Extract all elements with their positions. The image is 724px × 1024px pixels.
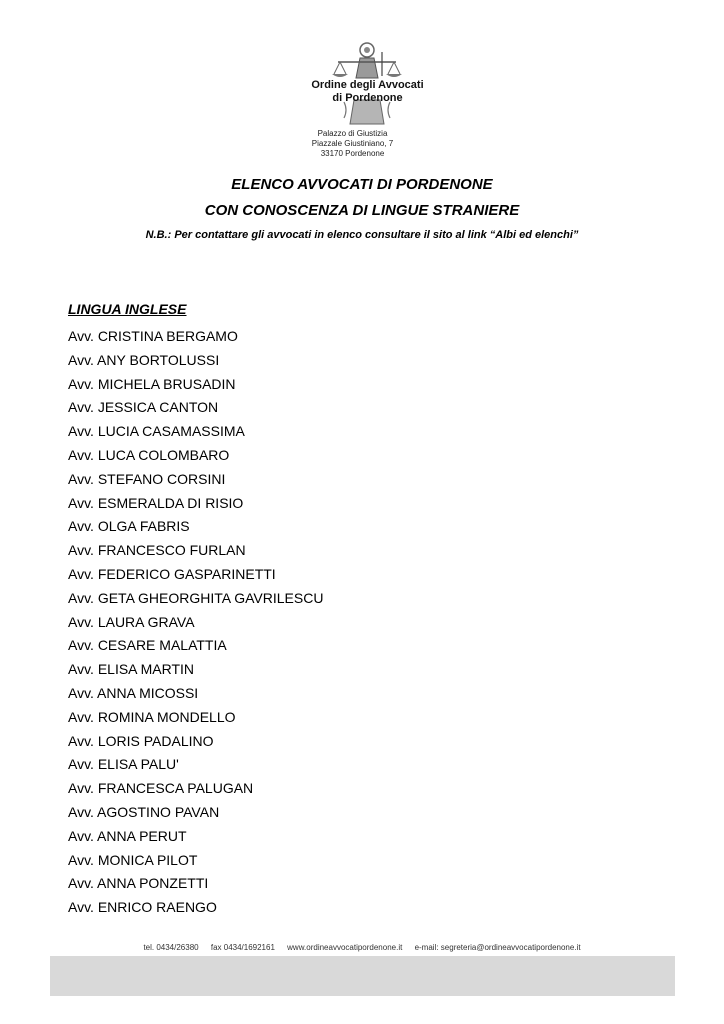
- logo-wordmark: [300, 79, 435, 105]
- list-item: Avv. LUCIA CASAMASSIMA: [68, 423, 245, 440]
- list-item: Avv. JESSICA CANTON: [68, 399, 219, 416]
- list-item: Avv. ROMINA MONDELLO: [68, 708, 236, 725]
- list-item: Avv. CESARE MALATTIA: [68, 637, 227, 654]
- document-title-line-2: CON CONOSCENZA DI LINGUE STRANIERE: [204, 202, 520, 219]
- list-item: Avv. LUCA COLOMBARO: [68, 446, 230, 463]
- office-address: [300, 129, 405, 159]
- list-item: Avv. ESMERALDA DI RISIO: [68, 494, 244, 511]
- list-item: Avv. LAURA GRAVA: [68, 613, 195, 630]
- list-item: Avv. MONICA PILOT: [68, 851, 198, 868]
- logo-line-2: di Pordenone: [332, 92, 403, 104]
- address-line-1: Palazzo di Giustizia: [317, 129, 388, 138]
- footer-contacts: [0, 943, 724, 952]
- list-item: Avv. FEDERICO GASPARINETTI: [68, 565, 276, 582]
- logo-line-1: Ordine degli Avvocati: [311, 79, 424, 91]
- footer-phone: tel. 0434/26380: [143, 943, 199, 952]
- list-item: Avv. FRANCESCA PALUGAN: [68, 780, 254, 797]
- footer-email-link[interactable]: e-mail: segreteria@ordineavvocatipordenone.it: [414, 943, 581, 952]
- footer-bar: [50, 956, 675, 996]
- list-item: Avv. ELISA MARTIN: [68, 661, 195, 678]
- list-item: Avv. CRISTINA BERGAMO: [68, 328, 238, 344]
- address-line-3: 33170 Pordenone: [320, 149, 385, 158]
- footer-website-link[interactable]: www.ordineavvocatipordenone.it: [287, 943, 403, 952]
- list-item: Avv. ENRICO RAENGO: [68, 899, 217, 916]
- list-item: Avv. FRANCESCO FURLAN: [68, 542, 246, 559]
- list-item: Avv. AGOSTINO PAVAN: [68, 803, 220, 820]
- list-item: Avv. STEFANO CORSINI: [68, 470, 226, 487]
- list-item: Avv. ANNA PONZETTI: [68, 875, 209, 892]
- address-line-2: Piazzale Giustiniano, 7: [311, 139, 394, 148]
- list-item: Avv. OLGA FABRIS: [68, 518, 190, 535]
- list-item: Avv. ANY BORTOLUSSI: [68, 351, 220, 368]
- section-heading-english: LINGUA INGLESE: [68, 301, 187, 317]
- document-title-line-1: ELENCO AVVOCATI DI PORDENONE: [231, 176, 493, 193]
- footer-fax: fax 0434/1692161: [210, 943, 275, 952]
- list-item: Avv. ANNA PERUT: [68, 827, 187, 844]
- list-item: Avv. ANNA MICOSSI: [68, 684, 199, 701]
- list-item: Avv. GETA GHEORGHITA GAVRILESCU: [68, 589, 324, 606]
- list-item: Avv. MICHELA BRUSADIN: [68, 375, 236, 392]
- contact-note: N.B.: Per contattare gli avvocati in elenco consultare il sito al link “Albi ed elenchi”: [145, 229, 579, 241]
- lawyer-list: [68, 326, 323, 921]
- list-item: Avv. LORIS PADALINO: [68, 732, 214, 749]
- list-item: Avv. ELISA PALU': [68, 756, 179, 773]
